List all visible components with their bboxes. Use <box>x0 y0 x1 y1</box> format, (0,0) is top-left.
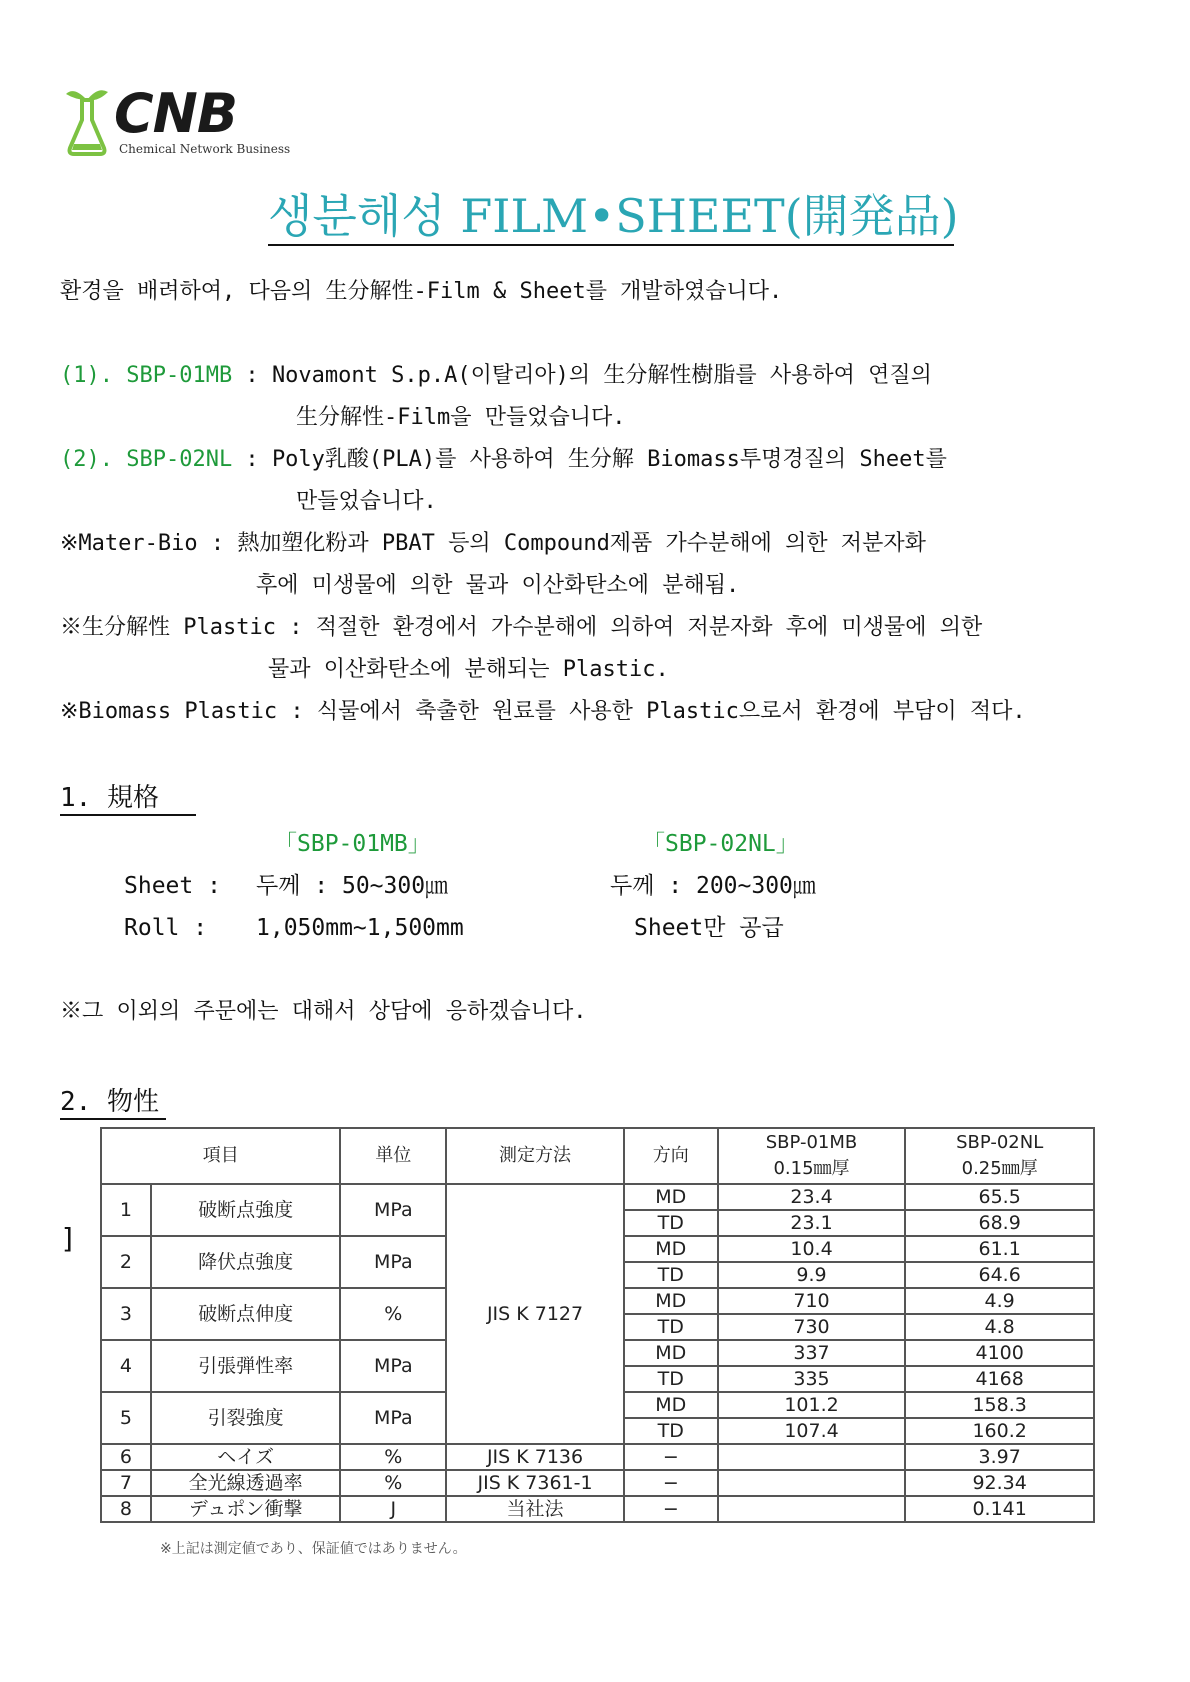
note-biomass: ※Biomass Plastic : 식물에서 축출한 원료를 사용한 Plastic으로서 환경에 부담이 적다. <box>60 699 1026 724</box>
page-title: 생분해성 FILM•SHEET(開発品) <box>268 189 959 243</box>
row-md-b: 4.9 <box>905 1288 1094 1314</box>
title-underline <box>268 244 954 246</box>
row-name: ヘイズ <box>151 1444 341 1470</box>
header-direction: 方向 <box>624 1128 718 1184</box>
spec-sheet-val2: 두께 : 200~300㎛ <box>610 873 816 899</box>
spec-col2-head: 「SBP-02NL」 <box>642 831 799 857</box>
row-name: 降伏点強度 <box>151 1236 341 1288</box>
header-unit: 単位 <box>340 1128 446 1184</box>
spec-roll-label: Roll : <box>124 915 208 941</box>
note-plastic-line1: ※生分解性 Plastic : 적절한 환경에서 가수분해에 의하여 저분자화 후에 미생물에 의한 <box>60 615 983 640</box>
spec-sheet-label: Sheet : <box>124 873 221 899</box>
row-method: JIS K 7361-1 <box>446 1470 624 1496</box>
row-td-b: 64.6 <box>905 1262 1094 1288</box>
item-text: Poly乳酸(PLA)를 사용하여 生分解 Biomass투명경질의 Sheet를 <box>271 447 947 472</box>
item-sep: : <box>232 363 272 388</box>
row-dir-td: TD <box>624 1262 718 1288</box>
row-md-a: 23.4 <box>718 1184 906 1210</box>
item-text: Novamont S.p.A(이탈리아)의 生分解性樹脂를 사용하여 연질의 <box>271 363 932 388</box>
row-md-b: 158.3 <box>905 1392 1094 1418</box>
row-unit: % <box>340 1470 446 1496</box>
row-no: 3 <box>101 1288 151 1340</box>
row-td-a: 9.9 <box>718 1262 906 1288</box>
row-unit: % <box>340 1288 446 1340</box>
row-md-a: 101.2 <box>718 1392 906 1418</box>
item-code: (2). SBP-02NL <box>60 447 233 472</box>
item-1-line1 <box>60 362 932 390</box>
row-no: 4 <box>101 1340 151 1392</box>
section-1-underline <box>60 814 196 816</box>
logo-brand: CNB <box>114 82 237 145</box>
row-name: デュポン衝撃 <box>151 1496 341 1522</box>
row-td-b: 160.2 <box>905 1418 1094 1444</box>
row-val-a <box>718 1496 906 1522</box>
row-no: 5 <box>101 1392 151 1444</box>
row-md-a: 337 <box>718 1340 906 1366</box>
table-row <box>101 1496 1094 1522</box>
row-dir-md: MD <box>624 1288 718 1314</box>
header-item: 項目 <box>101 1128 340 1184</box>
row-no: 2 <box>101 1236 151 1288</box>
row-md-a: 710 <box>718 1288 906 1314</box>
section-2-underline <box>60 1118 166 1120</box>
row-md-a: 10.4 <box>718 1236 906 1262</box>
row-td-a: 730 <box>718 1314 906 1340</box>
row-md-b: 65.5 <box>905 1184 1094 1210</box>
row-td-b: 4168 <box>905 1366 1094 1392</box>
row-no: 1 <box>101 1184 151 1236</box>
header-sbp-01mb-thickness: 0.15㎜厚 <box>773 1158 850 1179</box>
row-name: 破断点強度 <box>151 1184 341 1236</box>
row-dir-td: TD <box>624 1366 718 1392</box>
item-2-line2: 만들었습니다. <box>296 489 437 514</box>
row-method-shared: JIS K 7127 <box>446 1184 624 1444</box>
section-1-heading: 1. 規格 <box>60 783 159 813</box>
intro-text: 환경을 배려하여, 다음의 生分解性-Film & Sheet를 개발하였습니다. <box>60 279 783 304</box>
row-dir-md: MD <box>624 1340 718 1366</box>
row-no: 8 <box>101 1496 151 1522</box>
row-val-b: 0.141 <box>905 1496 1094 1522</box>
item-1-line2: 生分解性-Film을 만들었습니다. <box>296 405 626 430</box>
row-name: 引裂強度 <box>151 1392 341 1444</box>
row-unit: MPa <box>340 1392 446 1444</box>
section-2-heading: 2. 物性 <box>60 1087 159 1117</box>
table-header-row <box>101 1128 1094 1184</box>
row-unit: MPa <box>340 1236 446 1288</box>
company-logo <box>64 82 291 166</box>
spec-roll-val1: 1,050mm~1,500mm <box>256 915 464 941</box>
note-mater-bio-line2: 후에 미생물에 의한 물과 이산화탄소에 분해됨. <box>256 573 740 598</box>
note-plastic-line2: 물과 이산화탄소에 분해되는 Plastic. <box>268 657 669 682</box>
row-method: 当社法 <box>446 1496 624 1522</box>
row-val-b: 92.34 <box>905 1470 1094 1496</box>
note-mater-bio-line1: ※Mater-Bio : 熱加塑化粉과 PBAT 등의 Compound제품 가수분해에 의한 저분자화 <box>60 531 926 556</box>
table-note: ※上記は測定値であり、保証値ではありません。 <box>160 1541 467 1557</box>
table-row <box>101 1444 1094 1470</box>
row-dir-td: TD <box>624 1210 718 1236</box>
row-dir-md: MD <box>624 1392 718 1418</box>
row-td-a: 23.1 <box>718 1210 906 1236</box>
row-dir: − <box>624 1496 718 1522</box>
row-name: 引張弾性率 <box>151 1340 341 1392</box>
row-md-b: 61.1 <box>905 1236 1094 1262</box>
row-val-a <box>718 1444 906 1470</box>
header-sbp-02nl <box>905 1128 1094 1184</box>
row-dir-md: MD <box>624 1184 718 1210</box>
row-unit: % <box>340 1444 446 1470</box>
spec-footnote: ※그 이외의 주문에는 대해서 상담에 응하겠습니다. <box>60 999 587 1024</box>
row-td-a: 107.4 <box>718 1418 906 1444</box>
item-code: (1). SBP-01MB <box>60 363 233 388</box>
table-row <box>101 1184 1094 1210</box>
row-td-a: 335 <box>718 1366 906 1392</box>
row-dir: − <box>624 1470 718 1496</box>
row-no: 6 <box>101 1444 151 1470</box>
row-val-a <box>718 1470 906 1496</box>
header-sbp-01mb-name: SBP-01MB <box>765 1132 858 1153</box>
leaf-flask-icon <box>64 86 112 158</box>
item-2-line1 <box>60 446 947 474</box>
row-td-b: 4.8 <box>905 1314 1094 1340</box>
row-unit: MPa <box>340 1184 446 1236</box>
spec-sheet-val1: 두께 : 50~300㎛ <box>256 873 449 899</box>
row-val-b: 3.97 <box>905 1444 1094 1470</box>
row-no: 7 <box>101 1470 151 1496</box>
row-td-b: 68.9 <box>905 1210 1094 1236</box>
logo-tagline: Chemical Network Business <box>119 142 291 156</box>
table-row <box>101 1470 1094 1496</box>
header-sbp-02nl-thickness: 0.25㎜厚 <box>961 1158 1038 1179</box>
row-name: 破断点伸度 <box>151 1288 341 1340</box>
bracket-mark: ] <box>60 1222 77 1255</box>
row-dir-td: TD <box>624 1314 718 1340</box>
row-name: 全光線透過率 <box>151 1470 341 1496</box>
spec-col1-head: 「SBP-01MB」 <box>274 831 431 857</box>
row-unit: J <box>340 1496 446 1522</box>
row-method: JIS K 7136 <box>446 1444 624 1470</box>
spec-roll-val2: Sheet만 공급 <box>634 915 784 941</box>
item-sep: : <box>232 447 272 472</box>
row-unit: MPa <box>340 1340 446 1392</box>
header-method: 測定方法 <box>446 1128 624 1184</box>
row-dir-td: TD <box>624 1418 718 1444</box>
header-sbp-02nl-name: SBP-02NL <box>956 1132 1044 1153</box>
row-dir: − <box>624 1444 718 1470</box>
row-dir-md: MD <box>624 1236 718 1262</box>
header-sbp-01mb <box>718 1128 906 1184</box>
properties-table <box>100 1127 1095 1523</box>
row-md-b: 4100 <box>905 1340 1094 1366</box>
